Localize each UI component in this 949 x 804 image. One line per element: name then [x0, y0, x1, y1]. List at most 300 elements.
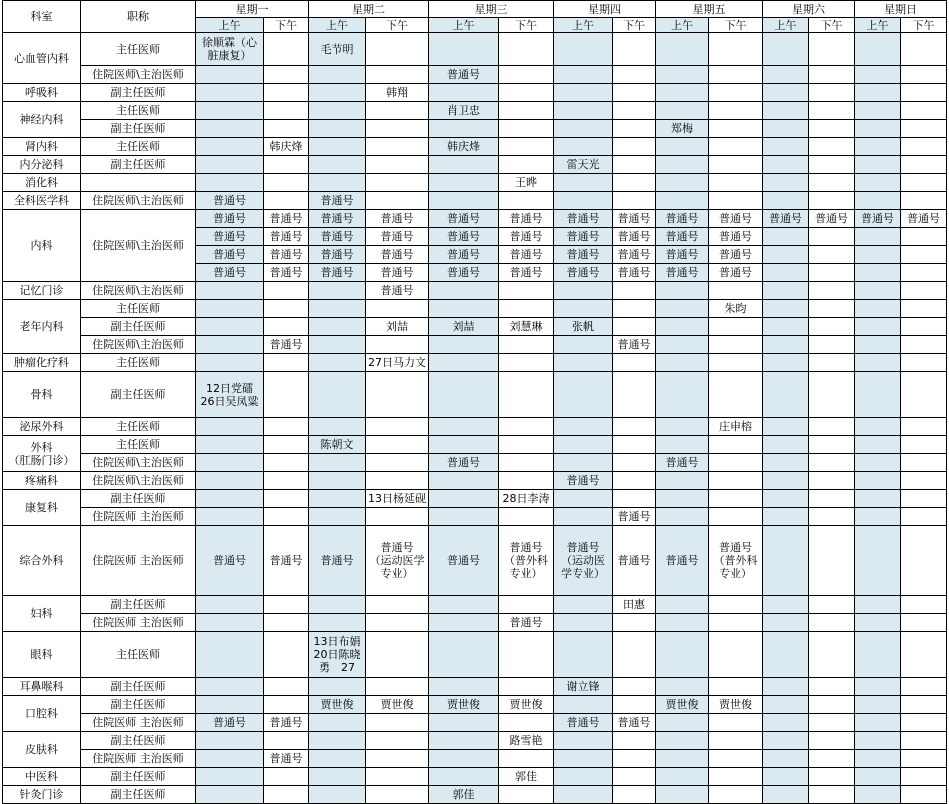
schedule-cell: [613, 102, 656, 120]
schedule-cell: [656, 66, 709, 84]
header-title: 职称: [81, 1, 196, 33]
title-cell: 住院医师 主治医师: [81, 714, 196, 732]
schedule-cell: 普通号: [264, 336, 309, 354]
schedule-cell: [901, 454, 947, 472]
schedule-cell: 普通号: [499, 210, 554, 228]
schedule-cell: [613, 614, 656, 632]
title-cell: 副主任医师: [81, 786, 196, 804]
schedule-cell: 普通号: [366, 246, 429, 264]
schedule-cell: [429, 678, 499, 696]
schedule-cell: [855, 372, 901, 418]
schedule-cell: [613, 300, 656, 318]
schedule-cell: [709, 102, 763, 120]
schedule-cell: [499, 508, 554, 526]
department-cell: 耳鼻喉科: [3, 678, 81, 696]
schedule-cell: [709, 732, 763, 750]
schedule-cell: [196, 678, 264, 696]
schedule-row: [3, 156, 947, 174]
schedule-cell: [309, 318, 366, 336]
schedule-cell: [309, 614, 366, 632]
schedule-cell: 普通号: [264, 526, 309, 596]
schedule-cell: [709, 174, 763, 192]
schedule-cell: 普通号: [709, 246, 763, 264]
schedule-cell: [499, 156, 554, 174]
schedule-cell: [763, 120, 809, 138]
schedule-cell: [656, 300, 709, 318]
schedule-cell: [763, 228, 809, 246]
schedule-cell: [613, 372, 656, 418]
schedule-cell: [656, 472, 709, 490]
schedule-cell: [429, 632, 499, 678]
schedule-cell: 28日李涛: [499, 490, 554, 508]
schedule-cell: 普通号: [613, 228, 656, 246]
schedule-cell: [366, 436, 429, 454]
schedule-cell: [309, 732, 366, 750]
schedule-cell: [855, 490, 901, 508]
header-am: 上午: [656, 18, 709, 33]
schedule-row: [3, 372, 947, 418]
schedule-cell: 普通号: [855, 210, 901, 228]
schedule-cell: [554, 750, 613, 768]
schedule-cell: 肖卫忠: [429, 102, 499, 120]
schedule-cell: [309, 120, 366, 138]
department-cell: 妇科: [3, 596, 81, 632]
schedule-cell: [901, 508, 947, 526]
schedule-cell: 普通号 （普外科专业）: [709, 526, 763, 596]
title-cell: 副主任医师: [81, 490, 196, 508]
schedule-cell: 普通号: [429, 454, 499, 472]
schedule-cell: [763, 714, 809, 732]
schedule-row: [3, 418, 947, 436]
schedule-row: [3, 33, 947, 66]
schedule-cell: [901, 102, 947, 120]
schedule-cell: 普通号: [709, 264, 763, 282]
schedule-cell: 普通号: [429, 264, 499, 282]
schedule-cell: [554, 696, 613, 714]
schedule-cell: 普通号: [264, 228, 309, 246]
schedule-cell: 普通号: [763, 210, 809, 228]
schedule-cell: [901, 282, 947, 300]
schedule-cell: 田惠: [613, 596, 656, 614]
schedule-cell: [366, 156, 429, 174]
department-cell: 眼科: [3, 632, 81, 678]
schedule-cell: [196, 472, 264, 490]
schedule-cell: [499, 138, 554, 156]
schedule-cell: [264, 192, 309, 210]
schedule-cell: [901, 750, 947, 768]
schedule-cell: [613, 84, 656, 102]
schedule-cell: [709, 596, 763, 614]
schedule-cell: [809, 526, 855, 596]
schedule-cell: [809, 282, 855, 300]
schedule-cell: [809, 454, 855, 472]
schedule-cell: [554, 336, 613, 354]
schedule-cell: [855, 318, 901, 336]
header-am: 上午: [429, 18, 499, 33]
schedule-cell: [499, 436, 554, 454]
schedule-cell: [429, 84, 499, 102]
schedule-cell: [366, 300, 429, 318]
schedule-cell: [366, 174, 429, 192]
schedule-cell: [809, 264, 855, 282]
header-am: 上午: [554, 18, 613, 33]
schedule-cell: [554, 732, 613, 750]
schedule-cell: 普通号: [554, 228, 613, 246]
schedule-cell: [709, 508, 763, 526]
schedule-cell: [309, 102, 366, 120]
schedule-cell: [196, 138, 264, 156]
schedule-cell: [855, 246, 901, 264]
title-cell: 副主任医师: [81, 156, 196, 174]
schedule-cell: [901, 318, 947, 336]
schedule-cell: [763, 678, 809, 696]
schedule-cell: [901, 632, 947, 678]
title-cell: 主任医师: [81, 418, 196, 436]
schedule-cell: [429, 336, 499, 354]
header-day-sun: 星期日: [855, 1, 947, 18]
schedule-cell: [709, 156, 763, 174]
header-day-tue: 星期二: [309, 1, 429, 18]
schedule-cell: [763, 596, 809, 614]
schedule-cell: [656, 436, 709, 454]
schedule-cell: [613, 33, 656, 66]
schedule-cell: [809, 768, 855, 786]
schedule-row: [3, 472, 947, 490]
schedule-cell: [613, 418, 656, 436]
schedule-cell: [196, 282, 264, 300]
schedule-cell: [763, 696, 809, 714]
schedule-row: [3, 490, 947, 508]
schedule-cell: [309, 174, 366, 192]
schedule-cell: [855, 768, 901, 786]
schedule-cell: [366, 632, 429, 678]
schedule-cell: [763, 138, 809, 156]
schedule-cell: 普通号: [656, 526, 709, 596]
schedule-cell: 刘喆: [366, 318, 429, 336]
title-cell: 副主任医师: [81, 596, 196, 614]
schedule-cell: 普通号: [613, 508, 656, 526]
schedule-cell: [309, 282, 366, 300]
schedule-cell: [763, 318, 809, 336]
schedule-cell: [855, 696, 901, 714]
schedule-cell: [309, 678, 366, 696]
schedule-cell: [429, 33, 499, 66]
schedule-row: [3, 84, 947, 102]
schedule-cell: [855, 732, 901, 750]
schedule-cell: [901, 372, 947, 418]
schedule-cell: [196, 418, 264, 436]
schedule-cell: 普通号: [309, 210, 366, 228]
schedule-cell: 普通号: [309, 526, 366, 596]
schedule-cell: [709, 490, 763, 508]
schedule-cell: [709, 33, 763, 66]
schedule-cell: 普通号: [429, 66, 499, 84]
schedule-cell: [901, 614, 947, 632]
schedule-cell: [309, 472, 366, 490]
department-cell: 皮肤科: [3, 732, 81, 768]
schedule-cell: [366, 596, 429, 614]
schedule-cell: [855, 596, 901, 614]
schedule-row: [3, 732, 947, 750]
schedule-cell: [855, 33, 901, 66]
schedule-cell: [499, 632, 554, 678]
schedule-cell: 13日布娟 20日陈晓勇 27: [309, 632, 366, 678]
schedule-cell: [763, 372, 809, 418]
schedule-cell: [613, 318, 656, 336]
schedule-cell: 普通号 （运动医学专业）: [366, 526, 429, 596]
schedule-cell: 普通号: [309, 264, 366, 282]
schedule-row: [3, 174, 947, 192]
header-day-thu: 星期四: [554, 1, 656, 18]
schedule-cell: [366, 614, 429, 632]
schedule-cell: [499, 33, 554, 66]
schedule-cell: 普通号: [656, 228, 709, 246]
schedule-cell: [499, 472, 554, 490]
schedule-cell: [901, 696, 947, 714]
schedule-cell: [763, 354, 809, 372]
schedule-cell: [196, 696, 264, 714]
schedule-cell: [499, 372, 554, 418]
schedule-cell: [809, 120, 855, 138]
schedule-cell: [763, 84, 809, 102]
schedule-cell: [264, 354, 309, 372]
title-cell: 副主任医师: [81, 696, 196, 714]
schedule-cell: 普通号: [196, 192, 264, 210]
schedule-cell: [366, 66, 429, 84]
schedule-cell: [554, 33, 613, 66]
schedule-cell: [901, 246, 947, 264]
schedule-cell: [309, 768, 366, 786]
schedule-cell: [809, 300, 855, 318]
schedule-cell: [264, 472, 309, 490]
schedule-cell: [901, 336, 947, 354]
schedule-row: [3, 526, 947, 596]
schedule-cell: [709, 354, 763, 372]
title-cell: 住院医师\主治医师: [81, 472, 196, 490]
schedule-cell: [809, 192, 855, 210]
schedule-cell: [656, 678, 709, 696]
header-day-fri: 星期五: [656, 1, 763, 18]
schedule-cell: [613, 192, 656, 210]
schedule-cell: 韩庆烽: [429, 138, 499, 156]
schedule-cell: [809, 714, 855, 732]
schedule-cell: 刘喆: [429, 318, 499, 336]
schedule-cell: [264, 33, 309, 66]
schedule-cell: [855, 84, 901, 102]
schedule-cell: 毛节明: [309, 33, 366, 66]
schedule-cell: [309, 354, 366, 372]
schedule-cell: [366, 678, 429, 696]
schedule-cell: [264, 490, 309, 508]
schedule-row: [3, 768, 947, 786]
schedule-cell: [554, 192, 613, 210]
schedule-cell: [366, 418, 429, 436]
schedule-cell: [656, 102, 709, 120]
schedule-cell: [855, 614, 901, 632]
schedule-cell: [196, 102, 264, 120]
schedule-cell: 普通号: [613, 246, 656, 264]
schedule-cell: [554, 102, 613, 120]
schedule-cell: [901, 120, 947, 138]
schedule-cell: [613, 354, 656, 372]
schedule-cell: [429, 174, 499, 192]
schedule-cell: 普通号: [429, 228, 499, 246]
schedule-cell: [554, 138, 613, 156]
schedule-cell: [656, 33, 709, 66]
schedule-cell: [855, 156, 901, 174]
schedule-cell: [613, 750, 656, 768]
schedule-cell: [499, 596, 554, 614]
schedule-cell: [855, 66, 901, 84]
schedule-cell: [554, 372, 613, 418]
schedule-cell: [196, 156, 264, 174]
schedule-cell: [809, 84, 855, 102]
schedule-cell: [554, 418, 613, 436]
schedule-cell: [264, 732, 309, 750]
department-cell: 肾内科: [3, 138, 81, 156]
department-cell: 疼痛科: [3, 472, 81, 490]
schedule-cell: 路雪艳: [499, 732, 554, 750]
schedule-cell: 普通号: [366, 282, 429, 300]
schedule-cell: [309, 508, 366, 526]
schedule-cell: 韩庆烽: [264, 138, 309, 156]
schedule-cell: [264, 454, 309, 472]
header-am: 上午: [855, 18, 901, 33]
schedule-cell: [656, 372, 709, 418]
schedule-row: [3, 436, 947, 454]
schedule-cell: [309, 714, 366, 732]
schedule-cell: 普通号: [264, 246, 309, 264]
schedule-cell: [901, 156, 947, 174]
schedule-cell: [499, 418, 554, 436]
schedule-cell: [656, 632, 709, 678]
schedule-cell: [613, 632, 656, 678]
schedule-cell: 陈朝文: [309, 436, 366, 454]
schedule-cell: 郭佳: [499, 768, 554, 786]
schedule-cell: 郭佳: [429, 786, 499, 804]
schedule-cell: [366, 120, 429, 138]
schedule-cell: [366, 750, 429, 768]
schedule-cell: [264, 418, 309, 436]
schedule-cell: [499, 282, 554, 300]
schedule-cell: [809, 490, 855, 508]
schedule-cell: [264, 84, 309, 102]
schedule-cell: [429, 750, 499, 768]
schedule-cell: [366, 472, 429, 490]
schedule-cell: [901, 526, 947, 596]
schedule-cell: [196, 66, 264, 84]
schedule-cell: [429, 714, 499, 732]
schedule-cell: [763, 526, 809, 596]
schedule-cell: 徐顺霖（心脏康复）: [196, 33, 264, 66]
title-cell: 副主任医师: [81, 768, 196, 786]
department-cell: 老年内科: [3, 300, 81, 354]
title-cell: 住院医师\主治医师: [81, 66, 196, 84]
title-cell: 主任医师: [81, 102, 196, 120]
schedule-cell: 贾世俊: [709, 696, 763, 714]
schedule-cell: [809, 614, 855, 632]
schedule-cell: [709, 84, 763, 102]
schedule-cell: [709, 138, 763, 156]
header-pm: 下午: [613, 18, 656, 33]
department-cell: 呼吸科: [3, 84, 81, 102]
department-cell: 肿瘤化疗科: [3, 354, 81, 372]
department-cell: 消化科: [3, 174, 81, 192]
schedule-cell: [613, 696, 656, 714]
schedule-cell: [554, 282, 613, 300]
schedule-cell: [613, 678, 656, 696]
schedule-cell: [855, 192, 901, 210]
title-cell: 主任医师: [81, 436, 196, 454]
schedule-cell: [763, 614, 809, 632]
schedule-cell: 普通号 （运动医学专业）: [554, 526, 613, 596]
schedule-cell: [554, 490, 613, 508]
schedule-cell: [809, 632, 855, 678]
schedule-cell: [554, 614, 613, 632]
schedule-cell: [196, 436, 264, 454]
schedule-row: [3, 508, 947, 526]
schedule-cell: [196, 732, 264, 750]
schedule-cell: [656, 508, 709, 526]
schedule-row: [3, 102, 947, 120]
schedule-cell: [264, 436, 309, 454]
department-cell: 神经内科: [3, 102, 81, 138]
schedule-cell: 张帆: [554, 318, 613, 336]
department-cell: 外科 （肛肠门诊）: [3, 436, 81, 472]
schedule-cell: [196, 120, 264, 138]
title-cell: 住院医师\主治医师: [81, 210, 196, 282]
schedule-cell: [429, 300, 499, 318]
header-pm: 下午: [709, 18, 763, 33]
schedule-cell: [196, 336, 264, 354]
schedule-cell: 普通号: [309, 192, 366, 210]
schedule-cell: [429, 768, 499, 786]
schedule-cell: [855, 102, 901, 120]
schedule-cell: [809, 732, 855, 750]
schedule-cell: [554, 508, 613, 526]
schedule-cell: [366, 454, 429, 472]
schedule-cell: [613, 174, 656, 192]
schedule-cell: 普通号 （普外科专业）: [499, 526, 554, 596]
schedule-cell: 普通号: [264, 714, 309, 732]
schedule-cell: [554, 632, 613, 678]
schedule-cell: [763, 246, 809, 264]
schedule-cell: 普通号: [809, 210, 855, 228]
schedule-cell: [499, 354, 554, 372]
schedule-cell: [429, 418, 499, 436]
schedule-cell: [855, 282, 901, 300]
header-dept: 科室: [3, 1, 81, 33]
schedule-cell: [554, 596, 613, 614]
schedule-cell: [763, 632, 809, 678]
schedule-row: [3, 120, 947, 138]
title-cell: 副主任医师: [81, 372, 196, 418]
schedule-cell: [809, 102, 855, 120]
schedule-cell: [709, 318, 763, 336]
schedule-cell: 普通号: [499, 264, 554, 282]
schedule-cell: [901, 354, 947, 372]
schedule-cell: 朱昀: [709, 300, 763, 318]
schedule-cell: [709, 472, 763, 490]
schedule-cell: [656, 138, 709, 156]
schedule-cell: [196, 596, 264, 614]
schedule-cell: [809, 336, 855, 354]
schedule-cell: 普通号: [709, 228, 763, 246]
schedule-cell: [196, 354, 264, 372]
schedule-cell: [855, 354, 901, 372]
schedule-cell: [264, 120, 309, 138]
schedule-cell: [855, 436, 901, 454]
